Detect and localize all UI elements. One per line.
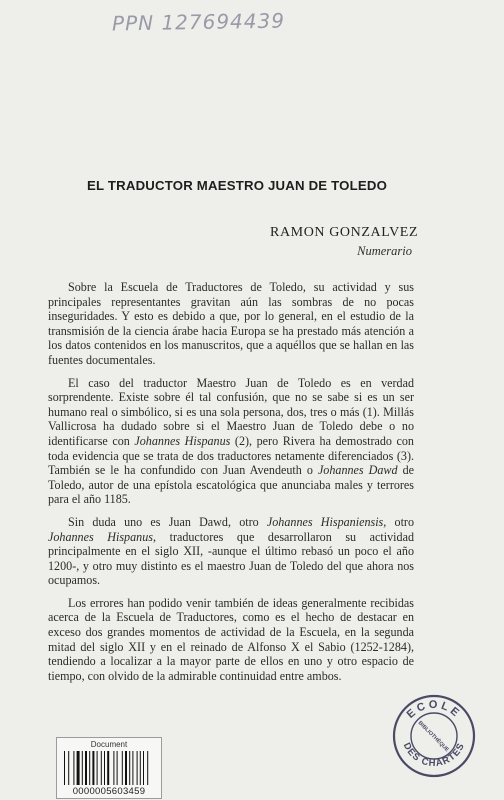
- barcode-bar: [73, 751, 74, 785]
- text-run: Sin duda uno es Juan Dawd, otro: [68, 514, 267, 529]
- barcode-bar: [137, 751, 138, 785]
- barcode-bar: [97, 751, 98, 785]
- barcode-label: [56, 737, 162, 799]
- barcode-bar: [77, 751, 80, 785]
- paragraph: [48, 376, 414, 507]
- barcode: [62, 751, 156, 785]
- ppn-handwritten-annotation: PPN 127694439: [111, 8, 286, 36]
- barcode-bar: [132, 751, 133, 785]
- barcode-bar: [122, 751, 123, 785]
- author-role: Numerario: [357, 244, 412, 258]
- text-run: , otro: [383, 514, 414, 529]
- barcode-bar: [117, 751, 118, 785]
- barcode-bar: [68, 751, 69, 785]
- library-stamp: [392, 694, 476, 778]
- barcode-bar: [82, 751, 83, 785]
- stamp-center-text: BIBLIOTHÈQUE: [416, 720, 450, 754]
- stamp-top-text: ECOLE: [404, 698, 464, 721]
- article-body: [48, 280, 414, 683]
- barcode-bar: [113, 751, 114, 785]
- author-name: RAMON GONZALVEZ: [270, 225, 419, 240]
- barcode-bar: [147, 751, 148, 785]
- barcode-bar: [104, 751, 105, 785]
- barcode-bar: [92, 751, 94, 785]
- barcode-bar: [89, 751, 90, 785]
- text-run: Los errores han podido venir también de ideas generalmente recibidas acerca de la Escuela de Traductores, como es el hecho de destacar en exceso dos grandes momentos de actividad de la Escuela, en la segunda mitad del siglo XII y en el reinado de Alfonso X el Sabio (1252-1284), tendiendo a localizar a la mayor parte de ellos en uno y otro espacio de tiempo, con olvido de la admirable continuidad entre ambos.: [48, 595, 414, 683]
- italic-name: Johannes Hispanus: [48, 529, 153, 544]
- barcode-bar: [64, 751, 65, 785]
- barcode-number: 0000005603459: [72, 786, 146, 797]
- text-run: (2), pero Rivera ha demostrado con toda evidencia que se trata de dos traductores netamente diferenciados (3). También se le ha confundido con Juan Avendeuth o: [48, 433, 414, 478]
- paragraph: [48, 515, 414, 588]
- italic-name: Johannes Hispaniensis: [266, 514, 384, 529]
- article-title: EL TRADUCTOR MAESTRO JUAN DE TOLEDO: [87, 178, 388, 193]
- paragraph: [48, 280, 414, 368]
- barcode-bar: [143, 751, 144, 785]
- text-run: de Toledo, autor de una epístola escatológica que anunciaba males y terrores para el año 1185.: [48, 463, 414, 507]
- italic-name: Johannes Hispanus: [134, 433, 231, 448]
- svg-text:DES CHARTES: [401, 741, 467, 769]
- stamp-bottom-text: DES CHARTES: [400, 740, 468, 770]
- barcode-bar: [101, 751, 102, 785]
- barcode-bar: [107, 751, 109, 785]
- text-run: El caso del traductor Maestro Juan de Toledo es en verdad sorprendente. Existe sobre él tal confusión, que no se sabe si es un ser humano real o simbólico, si es una sola persona, dos, tres o más (1). Millás Vallicrosa ha dudado sobre si el Maestro Juan de Toledo debe o no identificarse con: [48, 375, 414, 448]
- barcode-bar: [125, 751, 127, 785]
- text-run: , traductores que desarrollaron su actividad principalmente en el siglo XII, -aunque el último rebasó un poco el año 1200-, y otro muy distinto es el maestro Juan de Toledo del que ahora nos ocupamos.: [48, 529, 414, 588]
- text-run: Sobre la Escuela de Traductores de Toledo, su actividad y sus principales representantes gravitan aún las sombras de no pocas inseguridades. Y esto es debido a que, por lo general, en el estudio de la transmisión de la ciencia árabe hacia Europa se ha prestado más atención a los datos contenidos en los manuscritos, que a aquéllos que se hallan en las fuentes documentales.: [48, 280, 414, 367]
- italic-name: Johannes Dawd: [317, 463, 398, 478]
- barcode-bar: [129, 751, 130, 785]
- barcode-bar: [85, 751, 87, 785]
- paragraph: [48, 596, 414, 684]
- barcode-bar: [140, 751, 141, 785]
- barcode-title: Document: [90, 740, 128, 749]
